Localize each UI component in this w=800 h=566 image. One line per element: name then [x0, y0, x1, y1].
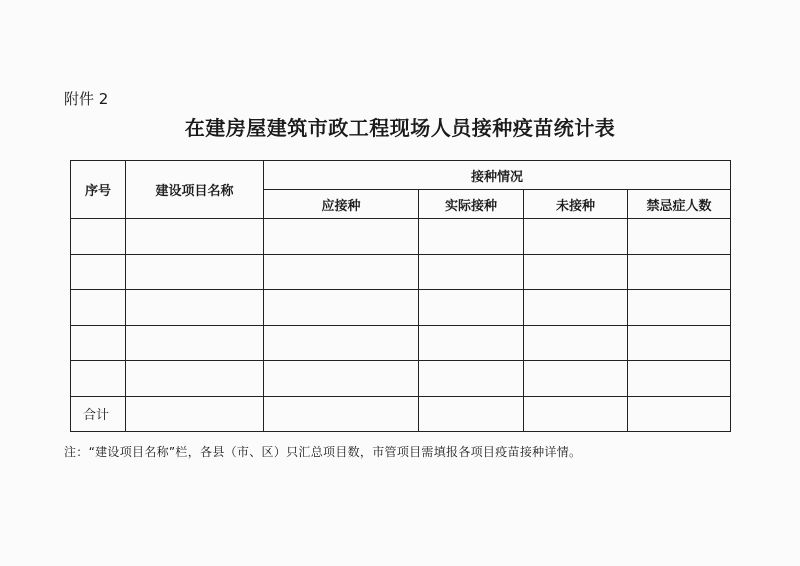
header-actual-vaccinated: 实际接种 — [419, 190, 524, 219]
cell-not[interactable] — [524, 290, 628, 326]
cell-contra[interactable] — [628, 219, 731, 255]
total-label: 合计 — [71, 396, 126, 432]
cell-should[interactable] — [264, 290, 419, 326]
cell-project-name[interactable] — [126, 361, 264, 397]
cell-seq[interactable] — [71, 325, 126, 361]
table-row — [71, 290, 731, 326]
cell-actual[interactable] — [419, 361, 524, 397]
cell-not[interactable] — [524, 219, 628, 255]
cell-project-name[interactable] — [126, 254, 264, 290]
cell-not[interactable] — [524, 325, 628, 361]
table-row — [71, 254, 731, 290]
cell-actual[interactable] — [419, 290, 524, 326]
total-row — [71, 396, 731, 432]
table-row — [71, 325, 731, 361]
cell-contra[interactable] — [628, 361, 731, 397]
cell-should[interactable] — [264, 254, 419, 290]
cell-should[interactable] — [264, 219, 419, 255]
attachment-label: 附件 2 — [64, 90, 109, 108]
header-not-vaccinated: 未接种 — [524, 190, 628, 219]
cell-contra[interactable] — [628, 396, 731, 432]
vaccination-stats-table — [70, 160, 731, 432]
cell-not[interactable] — [524, 254, 628, 290]
table-row — [71, 361, 731, 397]
header-should-vaccinate: 应接种 — [264, 190, 419, 219]
cell-not[interactable] — [524, 396, 628, 432]
cell-actual[interactable] — [419, 396, 524, 432]
cell-contra[interactable] — [628, 290, 731, 326]
cell-actual[interactable] — [419, 254, 524, 290]
cell-actual[interactable] — [419, 219, 524, 255]
header-contraindication-count: 禁忌症人数 — [628, 190, 731, 219]
cell-seq[interactable] — [71, 254, 126, 290]
cell-should[interactable] — [264, 396, 419, 432]
cell-seq[interactable] — [71, 219, 126, 255]
cell-should[interactable] — [264, 361, 419, 397]
cell-should[interactable] — [264, 325, 419, 361]
page-title: 在建房屋建筑市政工程现场人员接种疫苗统计表 — [184, 116, 616, 140]
cell-seq[interactable] — [71, 290, 126, 326]
cell-not[interactable] — [524, 361, 628, 397]
cell-project-name[interactable] — [126, 396, 264, 432]
cell-contra[interactable] — [628, 325, 731, 361]
table-row — [71, 219, 731, 255]
cell-seq[interactable] — [71, 361, 126, 397]
header-vaccination-status: 接种情况 — [264, 161, 731, 190]
cell-project-name[interactable] — [126, 219, 264, 255]
cell-contra[interactable] — [628, 254, 731, 290]
header-row-1 — [71, 161, 731, 190]
cell-actual[interactable] — [419, 325, 524, 361]
cell-project-name[interactable] — [126, 325, 264, 361]
footnote: 注：“建设项目名称”栏，各县（市、区）只汇总项目数，市管项目需填报各项目疫苗接种详情。 — [64, 445, 582, 459]
header-seq: 序号 — [71, 161, 126, 219]
cell-project-name[interactable] — [126, 290, 264, 326]
header-project-name: 建设项目名称 — [126, 161, 264, 219]
